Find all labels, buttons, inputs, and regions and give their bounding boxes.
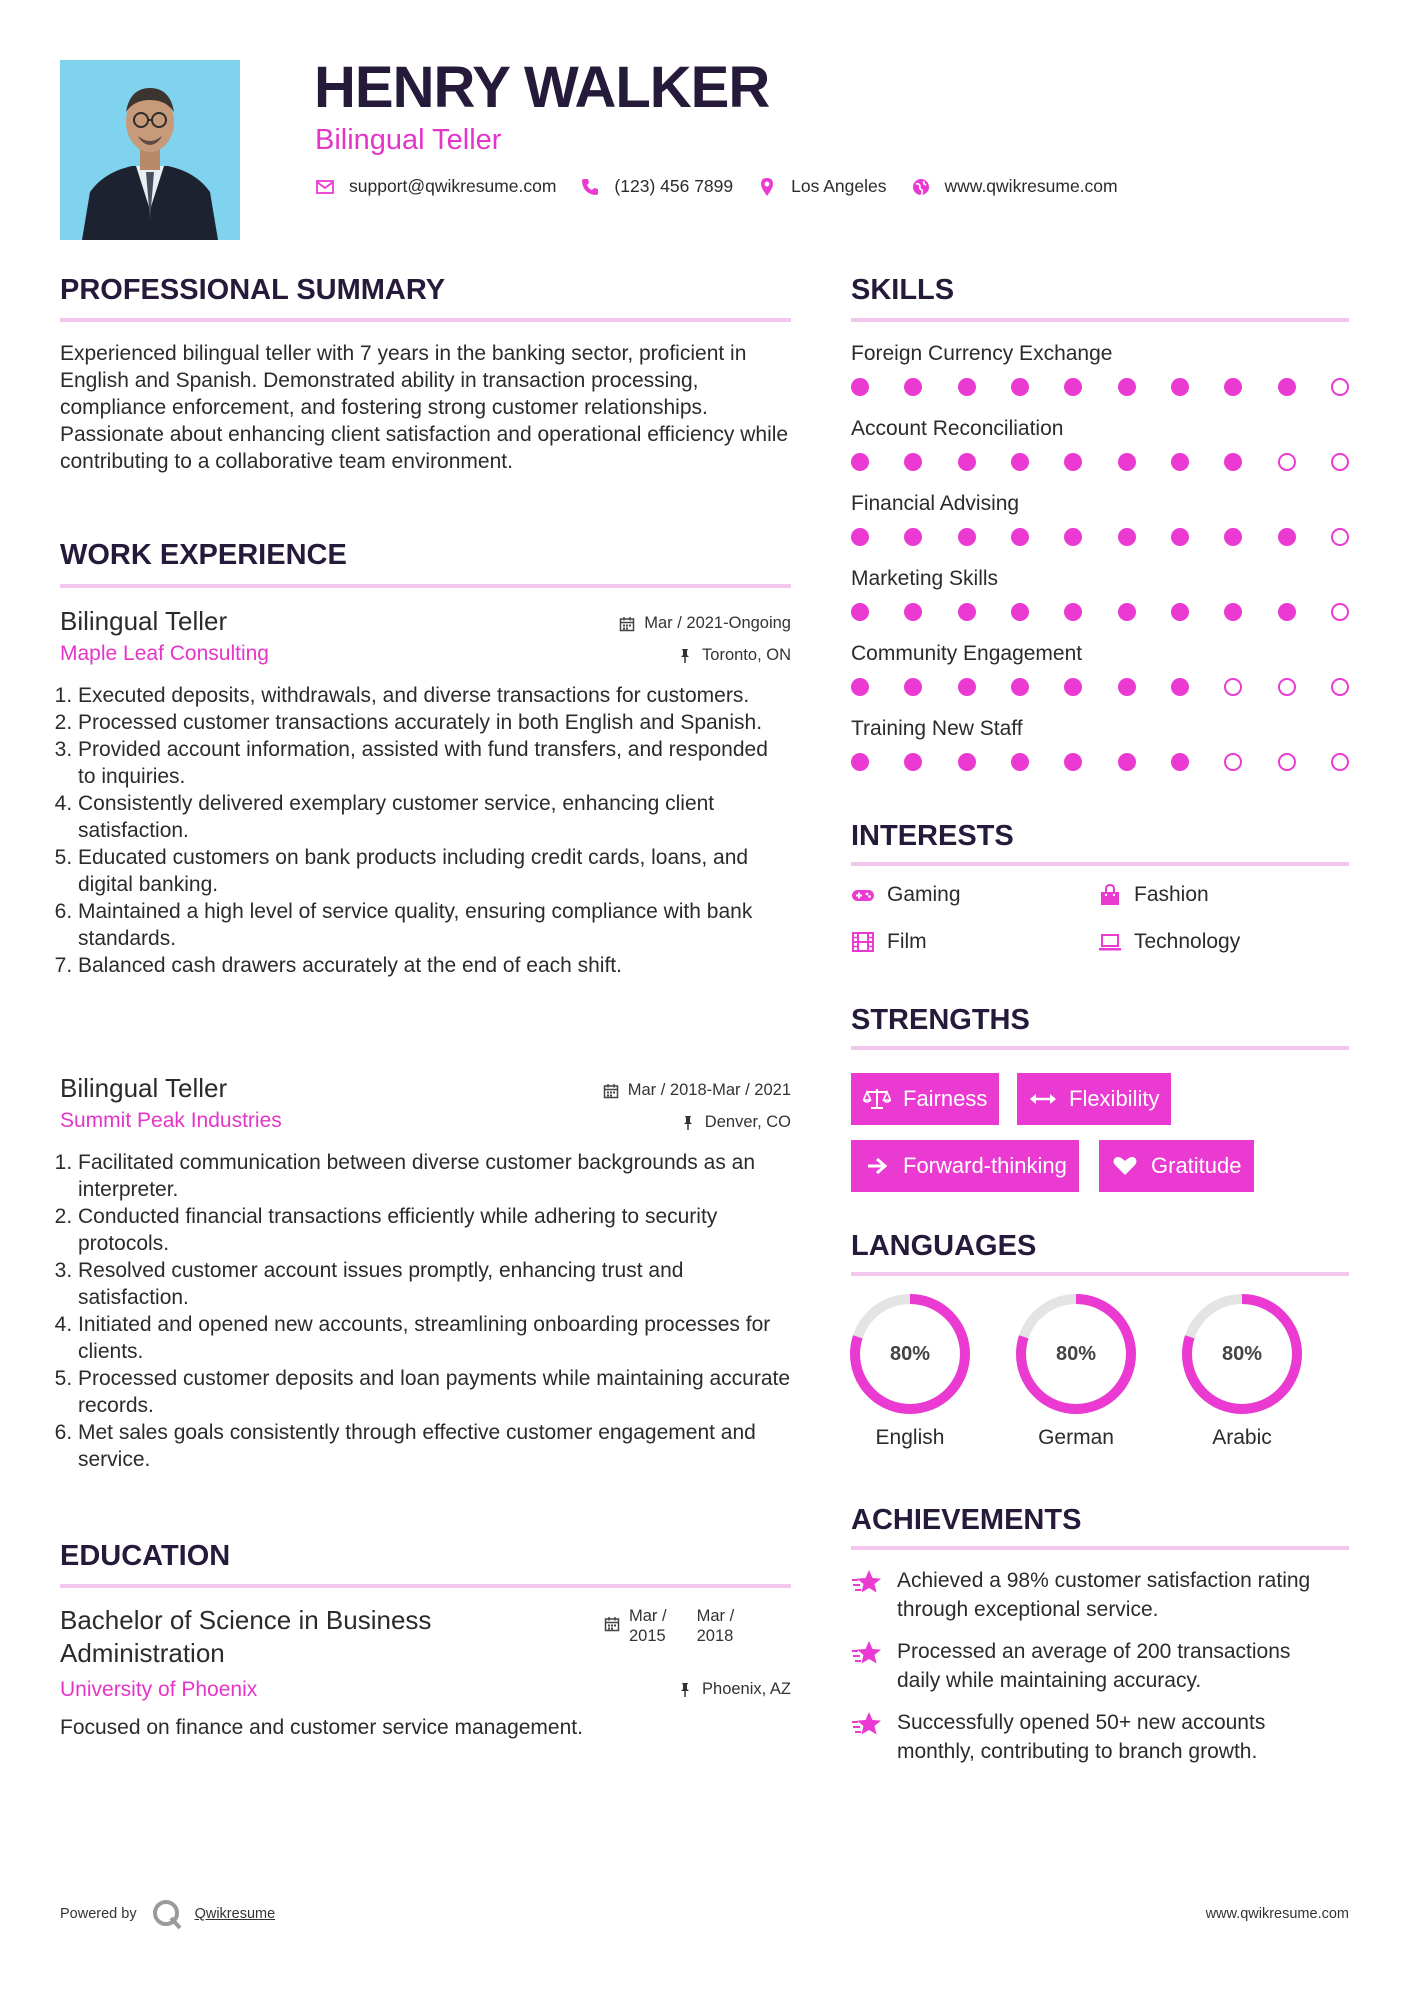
footer-url[interactable]: www.qwikresume.com (1205, 1906, 1349, 1922)
duty-item: 3. Resolved customer account issues promptly, enhancing trust and satisfaction. (78, 1257, 791, 1311)
duty-item: 7. Balanced cash drawers accurately at the end of each shift. (78, 952, 791, 979)
rating-dot-filled (1171, 378, 1189, 396)
achievements-heading: ACHIEVEMENTS (851, 1504, 1082, 1536)
rating-dot-filled (904, 753, 922, 771)
language-item (848, 1292, 972, 1450)
experience-heading: WORK EXPERIENCE (60, 539, 347, 571)
strengths-heading: STRENGTHS (851, 1004, 1030, 1036)
skill-name: Financial Advising (851, 492, 1020, 515)
education-divider (60, 1584, 791, 1588)
skill-item (851, 417, 1349, 441)
arrow-right-icon (863, 1154, 891, 1178)
rating-dot-filled (1171, 678, 1189, 696)
duty-item: 5. Educated customers on bank products including credit cards, loans, and digital banking. (78, 844, 791, 898)
skill-name: Account Reconciliation (851, 417, 1064, 440)
rating-dot-filled (1064, 378, 1082, 396)
rating-dot-filled (1171, 753, 1189, 771)
rating-dot-filled (1011, 528, 1029, 546)
arrows-horizontal-icon (1029, 1087, 1057, 1111)
strengths-divider (851, 1046, 1349, 1050)
strength-tag (851, 1140, 1079, 1192)
language-name: German (1038, 1426, 1114, 1449)
star-icon (851, 1639, 883, 1669)
contact-row (315, 176, 1142, 197)
duty-item: 2. Conducted financial transactions efficiently while adhering to security protocols. (78, 1203, 791, 1257)
skill-rating (851, 528, 1349, 546)
achievement-text: Processed an average of 200 transactions daily while maintaining accuracy. (897, 1640, 1291, 1692)
education-school: University of Phoenix (60, 1678, 258, 1701)
education-degree: Bachelor of Science in Business Administration (60, 1605, 432, 1668)
education-end-year: 2018 (696, 1627, 734, 1645)
experience-divider (60, 584, 791, 588)
calendar-icon (603, 1083, 619, 1099)
duty-item: 4. Consistently delivered exemplary customer service, enhancing client satisfaction. (78, 790, 791, 844)
rating-dot-filled (1011, 453, 1029, 471)
skill-item (851, 717, 1349, 741)
rating-dot-filled (851, 753, 869, 771)
skill-name: Community Engagement (851, 642, 1083, 665)
interest-label: Technology (1134, 930, 1241, 953)
powered-by-label: Powered by (60, 1906, 137, 1922)
language-percent: 80% (1055, 1342, 1097, 1365)
job-date (603, 1081, 791, 1100)
rating-dot-filled (1118, 528, 1136, 546)
footer-brand-link[interactable]: Qwikresume (194, 1906, 276, 1922)
heart-icon (1111, 1154, 1139, 1178)
language-item (1014, 1292, 1138, 1450)
duty-item: 6. Maintained a high level of service quality, ensuring compliance with bank standards. (78, 898, 791, 952)
rating-dot-filled (1064, 603, 1082, 621)
candidate-title: Bilingual Teller (315, 124, 502, 156)
rating-dot-filled (1118, 603, 1136, 621)
language-percent: 80% (1221, 1342, 1263, 1365)
rating-dot-filled (1011, 378, 1029, 396)
interest-item (851, 930, 927, 954)
gamepad-icon (851, 883, 875, 907)
job-entry (60, 1073, 791, 1473)
contact-email[interactable]: support@qwikresume.com (349, 176, 557, 196)
strength-label: Gratitude (1151, 1153, 1242, 1178)
skill-rating (851, 753, 1349, 771)
education-location-text: Phoenix, AZ (702, 1680, 791, 1698)
skill-item (851, 492, 1349, 516)
envelope-icon (315, 177, 335, 197)
interest-label: Gaming (887, 883, 961, 906)
job-location-text: Denver, CO (704, 1113, 791, 1131)
strength-label: Flexibility (1069, 1086, 1160, 1111)
achievement-item (851, 1637, 1349, 1695)
skill-rating (851, 453, 1349, 471)
pushpin-icon (677, 648, 693, 664)
rating-dot-filled (904, 378, 922, 396)
skill-item (851, 642, 1349, 666)
rating-dot-filled (904, 528, 922, 546)
rating-dot-filled (1278, 378, 1296, 396)
achievement-text: Achieved a 98% customer satisfaction rating through exceptional service. (897, 1569, 1311, 1621)
profile-photo (60, 60, 240, 240)
achievement-item (851, 1566, 1349, 1624)
interest-item (1098, 883, 1209, 907)
language-ring (1180, 1292, 1304, 1416)
interest-item (1098, 930, 1240, 954)
rating-dot-filled (1011, 603, 1029, 621)
language-item (1180, 1292, 1304, 1450)
skills-divider (851, 318, 1349, 322)
job-entry (60, 606, 791, 979)
pushpin-icon (680, 1115, 696, 1131)
rating-dot-filled (851, 378, 869, 396)
education-start-year: 2015 (629, 1627, 666, 1645)
languages-divider (851, 1272, 1349, 1276)
rating-dot-filled (904, 453, 922, 471)
job-location-text: Toronto, ON (702, 646, 791, 664)
duty-item: 3. Provided account information, assisted with fund transfers, and responded to inquiries. (78, 736, 791, 790)
rating-dot-filled (958, 528, 976, 546)
job-date-text: Mar / 2021-Ongoing (644, 614, 791, 632)
rating-dot-filled (1224, 603, 1242, 621)
footer-powered-by (60, 1898, 275, 1930)
language-percent: 80% (889, 1342, 931, 1365)
rating-dot-filled (851, 453, 869, 471)
job-role: Bilingual Teller (60, 606, 228, 636)
rating-dot-filled (1064, 528, 1082, 546)
contact-phone[interactable]: (123) 456 7899 (614, 176, 734, 196)
education-heading: EDUCATION (60, 1540, 231, 1572)
rating-dot-filled (1171, 528, 1189, 546)
balance-scale-icon (863, 1087, 891, 1111)
skill-rating (851, 603, 1349, 621)
rating-dot-filled (1011, 678, 1029, 696)
candidate-name: HENRY WALKER (314, 55, 770, 120)
achievement-item (851, 1708, 1349, 1766)
rating-dot-empty (1278, 753, 1296, 771)
duty-item: 2. Processed customer transactions accurately in both English and Spanish. (78, 709, 791, 736)
rating-dot-filled (958, 378, 976, 396)
skill-name: Foreign Currency Exchange (851, 342, 1113, 365)
job-duties (60, 1149, 791, 1473)
interests-divider (851, 862, 1349, 866)
rating-dot-empty (1331, 678, 1349, 696)
rating-dot-filled (958, 453, 976, 471)
rating-dot-filled (1064, 753, 1082, 771)
job-company: Summit Peak Industries (60, 1109, 282, 1132)
language-name: English (875, 1426, 945, 1449)
job-company: Maple Leaf Consulting (60, 642, 269, 665)
skill-item (851, 567, 1349, 591)
rating-dot-filled (1118, 753, 1136, 771)
education-description: Focused on finance and customer service management. (60, 1716, 583, 1739)
rating-dot-empty (1331, 528, 1349, 546)
rating-dot-filled (851, 603, 869, 621)
skill-rating (851, 378, 1349, 396)
rating-dot-empty (1224, 753, 1242, 771)
star-icon (851, 1568, 883, 1598)
rating-dot-filled (958, 678, 976, 696)
rating-dot-filled (1064, 678, 1082, 696)
phone-icon (580, 177, 600, 197)
rating-dot-filled (1171, 453, 1189, 471)
rating-dot-empty (1331, 603, 1349, 621)
qwikresume-logo-icon (151, 1898, 183, 1930)
rating-dot-empty (1331, 453, 1349, 471)
contact-location: Los Angeles (791, 176, 887, 196)
rating-dot-filled (1224, 528, 1242, 546)
language-ring (848, 1292, 972, 1416)
rating-dot-filled (1171, 603, 1189, 621)
interest-label: Film (887, 930, 927, 953)
shopping-bag-icon (1098, 883, 1122, 907)
job-role: Bilingual Teller (60, 1073, 228, 1103)
rating-dot-filled (851, 528, 869, 546)
duty-item: 6. Met sales goals consistently through effective customer engagement and service. (78, 1419, 791, 1473)
rating-dot-filled (1278, 603, 1296, 621)
skill-rating (851, 678, 1349, 696)
rating-dot-filled (958, 753, 976, 771)
map-pin-icon (757, 177, 777, 197)
interest-label: Fashion (1134, 883, 1209, 906)
rating-dot-filled (904, 678, 922, 696)
duty-item: 1. Executed deposits, withdrawals, and diverse transactions for customers. (78, 682, 791, 709)
skill-item (851, 342, 1349, 366)
rating-dot-filled (1118, 453, 1136, 471)
rating-dot-filled (1011, 753, 1029, 771)
strength-tag (851, 1073, 999, 1125)
rating-dot-filled (1224, 453, 1242, 471)
skill-name: Marketing Skills (851, 567, 999, 590)
strength-tag (1099, 1140, 1254, 1192)
language-name: Arabic (1212, 1426, 1272, 1449)
rating-dot-filled (1118, 378, 1136, 396)
strength-label: Forward-thinking (903, 1153, 1067, 1178)
summary-text: Experienced bilingual teller with 7 years in the banking sector, proficient in English and Spanish. Demonstrated ability in transaction processing, compliance enforcement, and fostering strong customer relationships. Passionate about enhancing client satisfaction and operational efficiency while contributing to a collaborative team environment. (60, 342, 789, 473)
rating-dot-filled (958, 603, 976, 621)
film-icon (851, 930, 875, 954)
strength-tag (1017, 1073, 1171, 1125)
education-location (677, 1680, 791, 1699)
contact-website[interactable]: www.qwikresume.com (944, 176, 1118, 196)
language-ring (1014, 1292, 1138, 1416)
education-start-month: Mar / (629, 1607, 667, 1625)
rating-dot-filled (904, 603, 922, 621)
rating-dot-filled (1118, 678, 1136, 696)
rating-dot-filled (1278, 528, 1296, 546)
rating-dot-filled (851, 678, 869, 696)
pushpin-icon (677, 1682, 693, 1698)
skill-name: Training New Staff (851, 717, 1023, 740)
summary-divider (60, 318, 791, 322)
star-icon (851, 1710, 883, 1740)
education-end-month: Mar / (696, 1607, 735, 1625)
rating-dot-filled (1064, 453, 1082, 471)
rating-dot-empty (1224, 678, 1242, 696)
languages-heading: LANGUAGES (851, 1230, 1037, 1262)
rating-dot-empty (1278, 678, 1296, 696)
job-location (680, 1113, 791, 1132)
duty-item: 1. Facilitated communication between diverse customer backgrounds as an interpreter. (78, 1149, 791, 1203)
calendar-icon (619, 616, 635, 632)
laptop-icon (1098, 930, 1122, 954)
rating-dot-filled (1224, 378, 1242, 396)
duty-item: 5. Processed customer deposits and loan payments while maintaining accurate records. (78, 1365, 791, 1419)
rating-dot-empty (1278, 453, 1296, 471)
interests-heading: INTERESTS (851, 820, 1014, 852)
globe-icon (911, 177, 931, 197)
duty-item: 4. Initiated and opened new accounts, streamlining onboarding processes for clients. (78, 1311, 791, 1365)
job-location (677, 646, 791, 665)
education-date (604, 1606, 734, 1646)
achievements-divider (851, 1546, 1349, 1550)
summary-heading: PROFESSIONAL SUMMARY (60, 274, 446, 306)
rating-dot-empty (1331, 753, 1349, 771)
job-date-text: Mar / 2018-Mar / 2021 (627, 1081, 791, 1099)
interest-item (851, 883, 961, 907)
skills-heading: SKILLS (851, 274, 955, 306)
rating-dot-empty (1331, 378, 1349, 396)
calendar-icon (604, 1616, 620, 1632)
job-date (619, 614, 791, 633)
achievement-text: Successfully opened 50+ new accounts monthly, contributing to branch growth. (897, 1711, 1266, 1763)
job-duties (60, 682, 791, 979)
strength-label: Fairness (903, 1086, 988, 1111)
